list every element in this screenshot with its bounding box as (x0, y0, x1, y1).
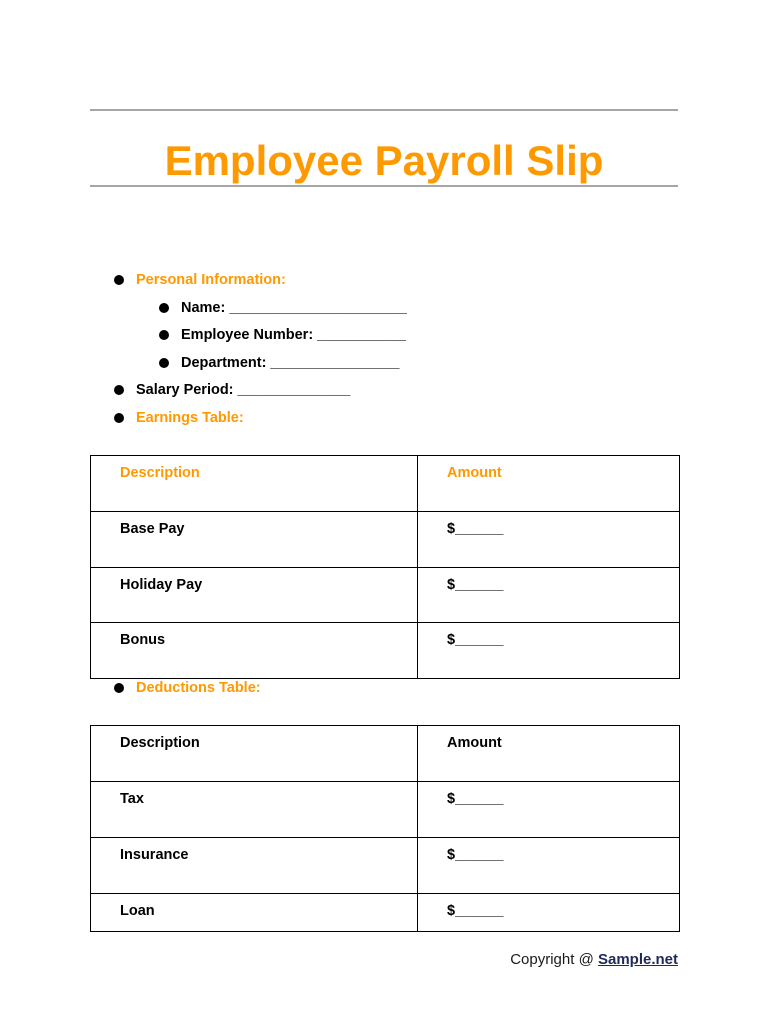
column-header-amount: Amount (418, 456, 680, 512)
column-header-description: Description (91, 726, 418, 782)
table-row (91, 894, 680, 932)
column-header-description: Description (91, 456, 418, 512)
sample-net-link[interactable]: Sample.net (597, 951, 678, 968)
table-row (91, 623, 680, 679)
title-top-rule (90, 109, 678, 111)
title-bottom-rule (90, 185, 678, 187)
table-row (91, 782, 680, 838)
deductions-heading: Deductions Table: (136, 680, 261, 696)
personal-info-item (114, 271, 286, 289)
table-row (91, 512, 680, 568)
salary-period-field[interactable]: Salary Period: ______________ (136, 382, 351, 398)
copyright-footer (510, 950, 678, 970)
copyright-text: Copyright @ (510, 951, 598, 968)
deduction-amount[interactable]: $______ (418, 782, 680, 838)
bullet-icon (159, 303, 169, 313)
earnings-item (114, 409, 244, 427)
table-header-row (91, 726, 680, 782)
table-header-row (91, 456, 680, 512)
name-field[interactable]: Name: ______________________ (181, 300, 407, 316)
deduction-description: Insurance (91, 838, 418, 894)
department-field[interactable]: Department: ________________ (181, 355, 400, 371)
bullet-icon (114, 683, 124, 693)
deductions-item (114, 679, 261, 697)
earning-description: Holiday Pay (91, 568, 418, 623)
page-title: Employee Payroll Slip (164, 137, 604, 184)
name-item (159, 299, 407, 317)
deduction-amount[interactable]: $______ (418, 894, 680, 932)
deduction-amount[interactable]: $______ (418, 838, 680, 894)
bullet-icon (114, 413, 124, 423)
deductions-table (90, 725, 680, 932)
deduction-description: Tax (91, 782, 418, 838)
earnings-table (90, 455, 680, 679)
bullet-icon (114, 275, 124, 285)
bullet-icon (159, 358, 169, 368)
personal-info-heading: Personal Information: (136, 272, 286, 288)
employee-number-item (159, 326, 406, 344)
deduction-description: Loan (91, 894, 418, 932)
earning-description: Bonus (91, 623, 418, 679)
column-header-amount: Amount (418, 726, 680, 782)
table-row (91, 838, 680, 894)
earning-amount[interactable]: $______ (418, 623, 680, 679)
table-row (91, 568, 680, 623)
earning-amount[interactable]: $______ (418, 568, 680, 623)
department-item (159, 354, 399, 372)
bullet-icon (159, 330, 169, 340)
bullet-icon (114, 385, 124, 395)
salary-period-item (114, 381, 350, 399)
earning-description: Base Pay (91, 512, 418, 568)
employee-number-field[interactable]: Employee Number: ___________ (181, 327, 406, 343)
earnings-heading: Earnings Table: (136, 410, 244, 426)
earning-amount[interactable]: $______ (418, 512, 680, 568)
